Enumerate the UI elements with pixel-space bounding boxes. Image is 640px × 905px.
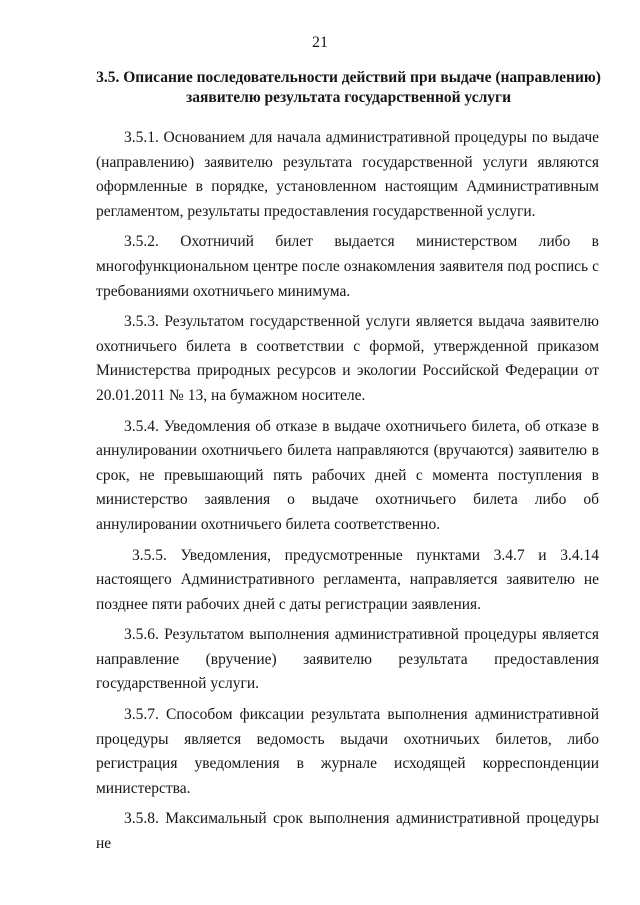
paragraph-3-5-4: 3.5.4. Уведомления об отказе в выдаче охотничьего билета, об отказе в аннулировании охотничьего билета направляются (вручаются) заявителю в срок, не превышающий пять рабочих дней с момента поступления в министерство заявления о выдаче охотничьего билета либо об аннулировании охотничьего билета соответственно. [96, 417, 599, 533]
page-number: 21 [312, 34, 328, 51]
paragraph-3-5-3: 3.5.3. Результатом государственной услуги является выдача заявителю охотничьего билета в соответствии с формой, утвержденной приказом Министерства природных ресурсов и экологии Российской Федерации от 20.01.2011 № 13, на бумажном носителе. [96, 313, 599, 404]
section-heading: 3.5. Описание последовательности действий при выдаче (направлению) заявителю результата государственной услуги [96, 69, 601, 106]
paragraph-3-5-8: 3.5.8. Максимальный срок выполнения административной процедуры не [96, 810, 599, 853]
paragraph-3-5-7: 3.5.7. Способом фиксации результата выполнения административной процедуры является ведомость выдачи охотничьих билетов, либо регистрация уведомления в журнале исходящей корреспонденции министерства. [96, 706, 599, 797]
paragraph-3-5-5: 3.5.5. Уведомления, предусмотренные пунктами 3.4.7 и 3.4.14 настоящего Административного регламента, направляется заявителю не позднее пяти рабочих дней с даты регистрации заявления. [96, 546, 599, 613]
paragraph-3-5-1: 3.5.1. Основанием для начала административной процедуры по выдаче (направлению) заявителю результата государственной услуги являются оформленные в порядке, установленном настоящим Административным регламентом, результаты предоставления государственной услуги. [96, 129, 599, 220]
paragraph-3-5-2: 3.5.2. Охотничий билет выдается министерством либо в многофункциональном центре после ознакомления заявителя под роспись с требованиями охотничьего минимума. [96, 233, 599, 300]
paragraph-3-5-6: 3.5.6. Результатом выполнения административной процедуры является направление (вручение) заявителю результата предоставления государственной услуги. [96, 626, 599, 693]
document-body [96, 126, 599, 863]
